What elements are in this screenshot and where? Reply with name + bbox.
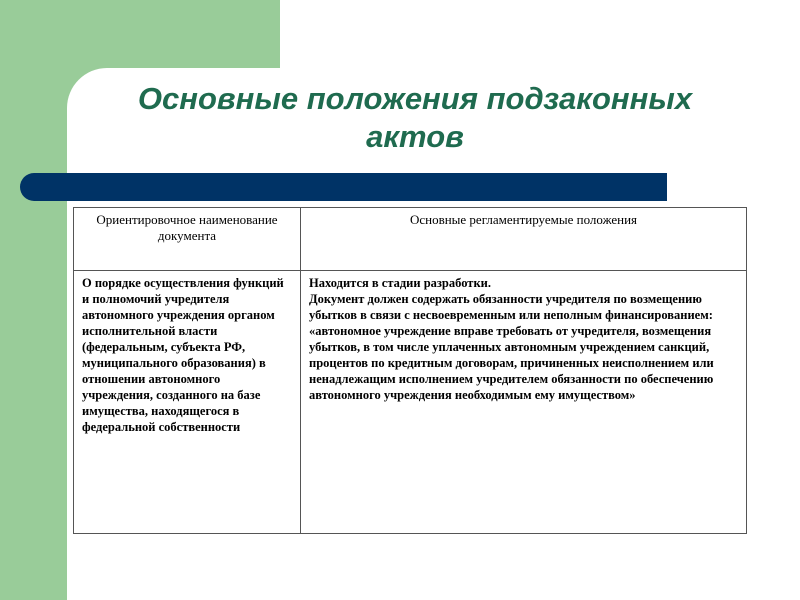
header-main-provisions: Основные регламентируемые положения (301, 208, 747, 271)
provisions-status: Находится в стадии разработки. (309, 276, 491, 290)
slide-title-line-1: Основные положения подзаконных (137, 81, 693, 116)
table-header-row (74, 208, 747, 271)
cell-provisions (301, 271, 747, 534)
decorative-green-block (0, 0, 280, 68)
table-row (74, 271, 747, 534)
title-underline-bar (20, 173, 667, 201)
regulations-table (73, 207, 747, 534)
provisions-quote: «автономное учреждение вправе требовать от учредителя, возмещения убытков, в том числе уплаченных автономным учреждением санкций, процентов по кредитным договорам, причиненных неисполнением или ненадлежащим исполнением учредителем обязанности по обеспечению автономного учреждения необходимым ему имуществом» (309, 324, 714, 402)
decorative-green-strip (0, 0, 67, 600)
header-document-name: Ориентировочное наименование документа (74, 208, 301, 271)
cell-document-name: О порядке осуществления функций и полномочий учредителя автономного учреждения органом исполнительной власти (федеральным, субъекта РФ, муниципального образования) в отношении автономного учреждения, созданного на базе имущества, находящегося в федеральной собственности (74, 271, 301, 534)
provisions-intro: Документ должен содержать обязанности учредителя по возмещению убытков в связи с несвоевременным или неполным финансированием: (309, 292, 713, 322)
slide-title (75, 80, 755, 156)
slide-title-line-2: актов (366, 119, 464, 154)
